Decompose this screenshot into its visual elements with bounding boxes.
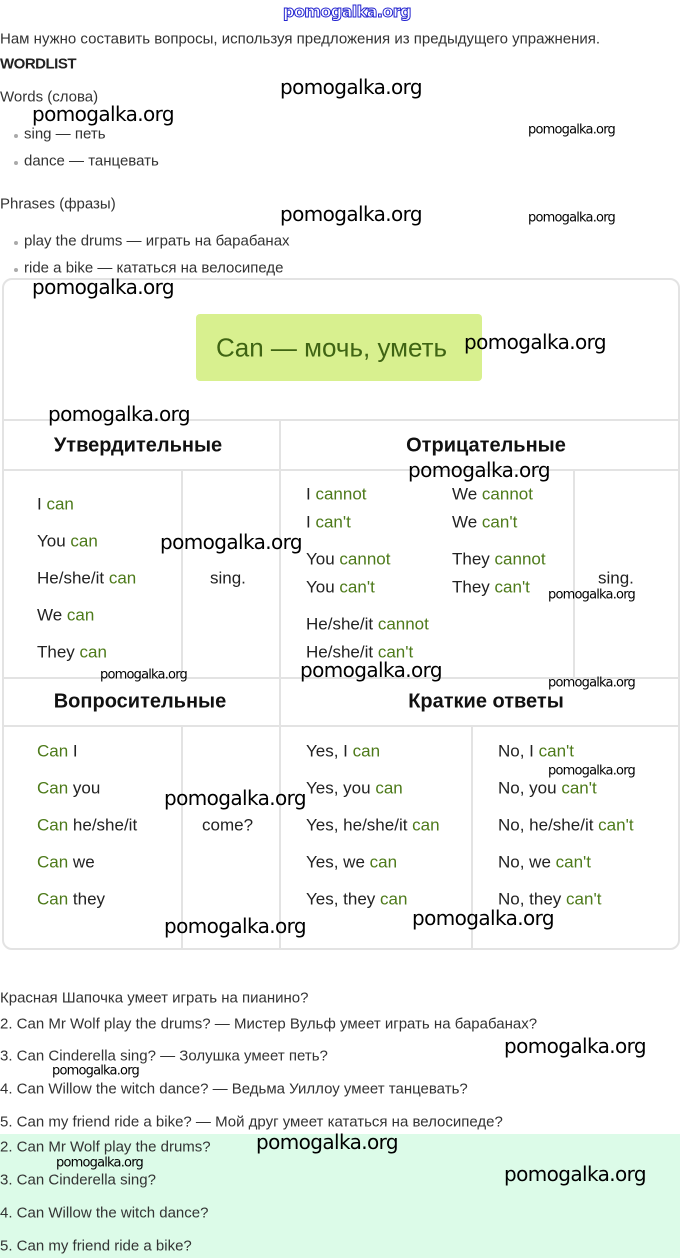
watermark: pomogalka.org [256,1130,399,1154]
no-answer [498,743,574,760]
translation-line: Красная Шапочка умеет играть на пианино? [0,989,309,1007]
subject: You [306,549,340,569]
negative-row [306,551,390,568]
subject: I [306,512,316,532]
modal: Can [37,778,69,798]
divider [2,725,678,727]
subject: we [68,852,95,872]
affirmative-row [37,570,136,587]
yes-answer [306,854,397,871]
subject: No, you [498,778,562,798]
subject: We [452,512,482,532]
subject: they [68,889,106,909]
watermark: pomogalka.org [283,2,411,21]
yes-answer [306,743,380,760]
no-answer [498,780,597,797]
negative-row [452,486,533,503]
subject: you [68,778,101,798]
watermark: pomogalka.org [408,458,551,482]
question-row [37,891,105,908]
subject: Yes, you [306,778,376,798]
watermark: pomogalka.org [464,330,607,354]
word-item: dance — танцевать [24,152,159,170]
modal: can't [561,778,597,798]
divider [279,420,281,948]
yes-answer [306,891,407,908]
negative-row [452,551,546,568]
word-item: sing — петь [24,125,106,143]
subject: Yes, they [306,889,381,909]
translation-line: 3. Can Cinderella sing? — Золушка умеет петь? [0,1047,328,1065]
negative-row [306,486,367,503]
watermark: pomogalka.org [504,1034,647,1058]
affirmative-verb: sing. [210,568,246,588]
modal: cannot [494,549,546,569]
modal: can't [555,852,592,872]
negative-verb: sing. [598,568,634,588]
affirmative-row [37,607,94,624]
no-answer [498,817,634,834]
affirmative-row [37,644,107,661]
modal: can't [377,642,414,662]
modal: can't [566,889,602,909]
header-negative: Отрицательные [406,434,566,457]
subject: I [68,741,78,761]
subject: We [452,484,482,504]
modal: Can [37,852,69,872]
modal: cannot [481,484,533,504]
yes-answer [306,780,403,797]
watermark: pomogalka.org [548,763,635,779]
question-row [37,854,95,871]
divider [181,470,183,678]
subject: They [452,577,495,597]
subject: He/she/it [306,642,378,662]
answer-line: 3. Can Cinderella sing? [0,1171,156,1189]
modal: Can [37,815,69,835]
divider [2,469,678,471]
modal: can't [538,741,575,761]
watermark: pomogalka.org [32,102,175,126]
watermark: pomogalka.org [160,530,303,554]
translation-line: 4. Can Willow the witch dance? — Ведьма Уиллоу умеет танцевать? [0,1080,468,1098]
subject: No, we [498,852,556,872]
bullet-icon [14,241,18,245]
phrases-label: Phrases (фразы) [0,195,116,213]
bullet-icon [14,134,18,138]
modal: can't [494,577,530,597]
question-verb: come? [202,815,254,835]
question-row [37,743,78,760]
watermark: pomogalka.org [528,210,615,226]
subject: They [37,642,80,662]
phrase-item: play the drums — играть на барабанах [24,232,290,250]
wordlist-title: WORDLIST [0,55,76,73]
affirmative-row [37,496,74,513]
subject: Yes, he/she/it [306,815,413,835]
modal: cannot [377,614,429,634]
modal: can [108,568,137,588]
yes-answer [306,817,440,834]
negative-row [306,579,375,596]
subject: Yes, we [306,852,370,872]
divider [573,470,575,678]
subject: We [37,605,67,625]
modal: Can [37,741,69,761]
table-title: Can — мочь, уметь [216,332,448,363]
modal: can [369,852,398,872]
negative-row [452,514,517,531]
watermark: pomogalka.org [280,75,423,99]
answer-line: 4. Can Willow the witch dance? [0,1204,209,1222]
bullet-icon [14,161,18,165]
subject: Yes, I [306,741,353,761]
modal: can [66,605,95,625]
subject: No, he/she/it [498,815,599,835]
watermark: pomogalka.org [164,786,307,810]
subject: I [306,484,316,504]
watermark: pomogalka.org [548,587,635,603]
answer-line: 5. Can my friend ride a bike? [0,1237,192,1255]
modal: Can [37,889,69,909]
words-label: Words (слова) [0,88,99,106]
intro-text: Нам нужно составить вопросы, используя предложения из предыдущего упражнения. [0,30,601,48]
watermark: pomogalka.org [528,122,615,138]
header-affirmative: Утвердительные [53,434,223,457]
modal: can [375,778,403,798]
modal: can't [339,577,375,597]
modal: can [380,889,408,909]
negative-row [452,579,530,596]
answer-line: 2. Can Mr Wolf play the drums? [0,1138,211,1156]
bullet-icon [14,268,18,272]
modal: can't [315,512,351,532]
subject: You [306,577,340,597]
question-row [37,817,137,834]
header-short-answers: Краткие ответы [408,690,564,713]
watermark: pomogalka.org [100,667,187,683]
modal: can [412,815,440,835]
watermark: pomogalka.org [52,1063,139,1079]
modal: cannot [339,549,391,569]
watermark: pomogalka.org [48,402,191,426]
phrase-item: ride a bike — кататься на велосипеде [24,259,284,277]
modal: can't [481,512,518,532]
modal: can [70,531,98,551]
no-answer [498,854,591,871]
negative-row [306,616,429,633]
subject: He/she/it [37,568,109,588]
modal: can't [598,815,634,835]
negative-row [306,514,351,531]
watermark: pomogalka.org [504,1162,647,1186]
no-answer [498,891,601,908]
watermark: pomogalka.org [32,275,175,299]
modal: can [79,642,107,662]
modal: cannot [315,484,367,504]
subject: he/she/it [68,815,138,835]
subject: I [37,494,47,514]
modal: can [352,741,381,761]
subject: You [37,531,71,551]
header-questions: Вопросительные [53,690,227,713]
watermark: pomogalka.org [412,906,555,930]
subject: No, I [498,741,539,761]
watermark: pomogalka.org [300,658,443,682]
affirmative-row [37,533,98,550]
modal: can [46,494,74,514]
translation-line: 2. Can Mr Wolf play the drums? — Мистер Вульф умеет играть на барабанах? [0,1015,538,1033]
watermark: pomogalka.org [56,1155,143,1171]
subject: No, they [498,889,567,909]
watermark: pomogalka.org [548,675,635,691]
question-row [37,780,100,797]
subject: He/she/it [306,614,378,634]
watermark: pomogalka.org [280,202,423,226]
watermark: pomogalka.org [164,914,307,938]
translation-line: 5. Can my friend ride a bike? — Мой друг умеет кататься на велосипеде? [0,1113,503,1131]
subject: They [452,549,495,569]
